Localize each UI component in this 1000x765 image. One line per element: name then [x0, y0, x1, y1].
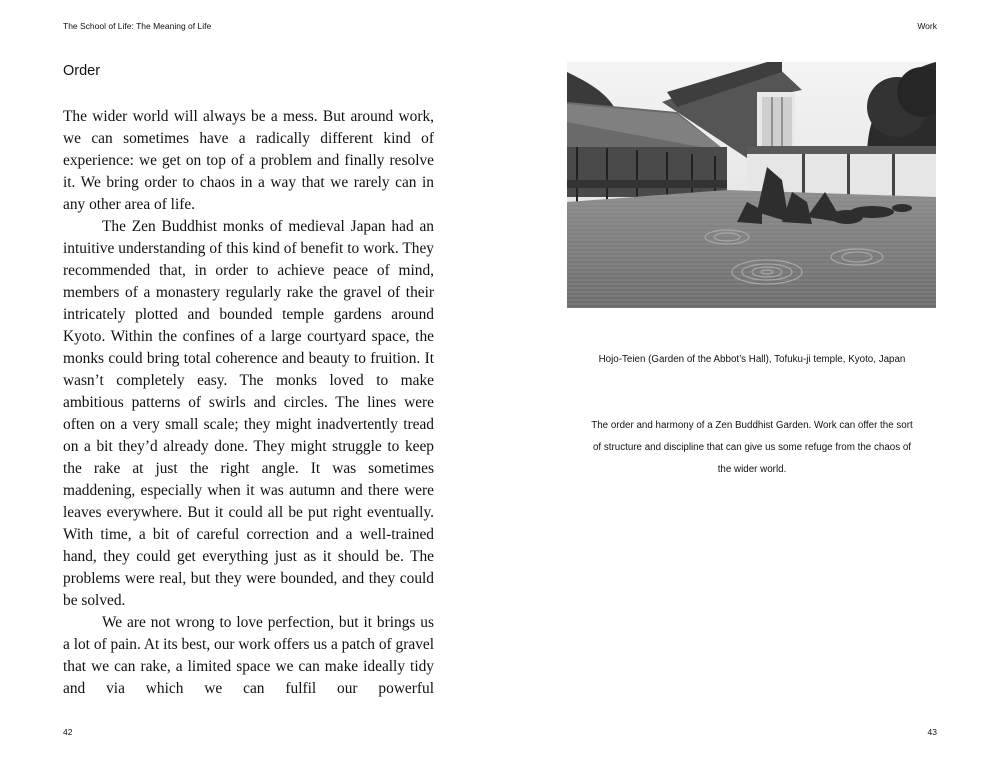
section-heading: Order [63, 63, 101, 79]
figure-caption-title: Hojo-Teien (Garden of the Abbot’s Hall), Tofuku-ji temple, Kyoto, Japan [598, 354, 906, 365]
body-text [63, 106, 434, 700]
running-head-right: Work [917, 21, 937, 31]
page-number-right: 43 [927, 727, 937, 737]
running-head-left: The School of Life: The Meaning of Life [63, 21, 212, 31]
right-page [500, 0, 1000, 765]
page-number-left: 42 [63, 727, 73, 737]
body-paragraph-2: The Zen Buddhist monks of medieval Japan had an intuitive understanding of this kind of benefit to work. They recommended that, in order to achieve peace of mind, members of a monastery regularly rake the gravel of their intricately plotted and bounded temple gardens around Kyoto. Within the confines of a large courtyard space, the monks could bring total coherence and beauty to fruition. It wasn’t completely easy. The monks loved to make ambitious patterns of swirls and circles. The lines were often on a very small scale; they might inadvertently tread on a bit they’d already done. They might struggle to keep the rake at just the right angle. It was sometimes maddening, especially when it was autumn and there were leaves everywhere. But it could all be put right eventually. With time, a bit of careful correction and a well-trained hand, they could get everything just as it should be. The problems were real, but they were bounded, and they could be solved. [63, 218, 434, 609]
figure-caption-text: The order and harmony of a Zen Buddhist Garden. Work can offer the sort of structure and discipline that can give us some refuge from the chaos of the wider world. [591, 420, 913, 475]
body-paragraph-1: The wider world will always be a mess. But around work, we can sometimes have a radically different kind of experience: we get on top of a problem and finally resolve it. We bring order to chaos in a way that we rarely can in any other area of life. [63, 108, 434, 213]
body-paragraph-3: We are not wrong to love perfection, but it brings us a lot of pain. At its best, our work offers us a patch of gravel that we can rake, a limited space we can make ideally tidy and via which we can fulfil our powerful [63, 614, 434, 697]
zen-garden-photo [567, 62, 936, 308]
